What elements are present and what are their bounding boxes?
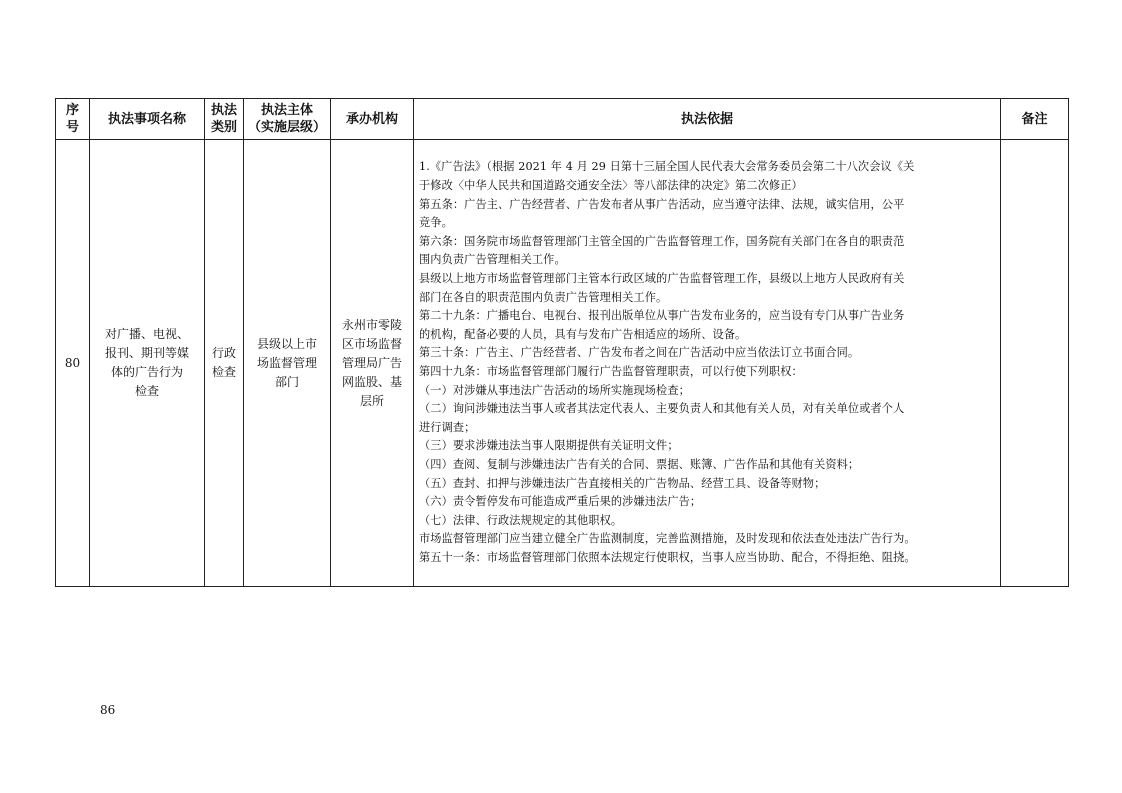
basis-line: 第五十一条：市场监督管理部门依照本法规定行使职权，当事人应当协助、配合，不得拒绝、阻挠。 — [419, 550, 916, 564]
enforcement-table — [55, 98, 1069, 587]
basis-line: （三）要求涉嫌违法当事人限期提供有关证明文件； — [419, 439, 679, 453]
cell-remark — [1001, 140, 1069, 587]
basis-line: （七）法律、行政法规规定的其他职权。 — [419, 513, 623, 527]
basis-line: （二）询问涉嫌违法当事人或者其法定代表人、主要负责人和其他有关人员，对有关单位或者个人 — [419, 402, 905, 416]
header-remark: 备注 — [1001, 99, 1069, 140]
basis-line: （四）查阅、复制与涉嫌违法广告有关的合同、票据、账簿、广告作品和其他有关资料； — [419, 457, 860, 471]
basis-line: （五）查封、扣押与涉嫌违法广告直接相关的广告物品、经营工具、设备等财物； — [419, 476, 826, 490]
basis-line: 1.《广告法》（根据 2021 年 4 月 29 日第十三届全国人民代表大会常务委员会第二十八次会议《关 — [419, 160, 915, 174]
cell-basis — [414, 140, 1001, 587]
basis-line: （六）责令暂停发布可能造成严重后果的涉嫌违法广告； — [419, 495, 702, 509]
header-item-name: 执法事项名称 — [90, 99, 205, 140]
basis-line: 的机构，配备必要的人员，具有与发布广告相适应的场所、设备。 — [419, 327, 747, 341]
cell-agency: 永州市零陵 区市场监督 管理局广告 网监股、基 层所 — [331, 140, 414, 587]
header-category: 执法 类别 — [205, 99, 244, 140]
header-basis: 执法依据 — [414, 99, 1001, 140]
basis-line: 部门在各自的职责范围内负责广告管理相关工作。 — [419, 290, 668, 304]
basis-line: 竞争。 — [419, 216, 453, 230]
basis-line: 进行调查； — [419, 420, 476, 434]
basis-line: 市场监督管理部门应当建立健全广告监测制度，完善监测措施，及时发现和依法查处违法广告行为。 — [419, 532, 916, 546]
cell-subject: 县级以上市 场监督管理 部门 — [244, 140, 331, 587]
basis-line: 县级以上地方市场监督管理部门主管本行政区域的广告监督管理工作，县级以上地方人民政府有关 — [419, 272, 905, 286]
basis-line: 第六条：国务院市场监督管理部门主管全国的广告监督管理工作，国务院有关部门在各自的职责范 — [419, 234, 905, 248]
header-agency: 承办机构 — [331, 99, 414, 140]
table-row — [56, 140, 1069, 587]
basis-line: 第四十九条：市场监督管理部门履行广告监督管理职责，可以行使下列职权： — [419, 365, 803, 378]
cell-seq: 80 — [56, 140, 90, 587]
cell-category: 行政 检查 — [205, 140, 244, 587]
basis-line: 第三十条：广告主、广告经营者、广告发布者之间在广告活动中应当依法订立书面合同。 — [419, 346, 860, 360]
basis-line: 围内负责广告管理相关工作。 — [419, 253, 566, 267]
table-header-row — [56, 99, 1069, 140]
page-number: 86 — [100, 703, 116, 717]
basis-line: 第二十九条：广播电台、电视台、报刊出版单位从事广告发布业务的，应当设有专门从事广告业务 — [419, 309, 905, 323]
header-subject: 执法主体 （实施层级） — [244, 99, 331, 140]
basis-line: 于修改〈中华人民共和国道路交通安全法〉等八部法律的决定》第二次修正） — [419, 179, 803, 193]
basis-line: （一）对涉嫌从事违法广告活动的场所实施现场检查； — [419, 383, 690, 397]
header-seq: 序 号 — [56, 99, 90, 140]
cell-item-name: 对广播、电视、 报刊、期刊等媒 体的广告行为 检查 — [90, 140, 205, 587]
basis-line: 第五条：广告主、广告经营者、广告发布者从事广告活动，应当遵守法律、法规，诚实信用，公平 — [419, 197, 905, 211]
